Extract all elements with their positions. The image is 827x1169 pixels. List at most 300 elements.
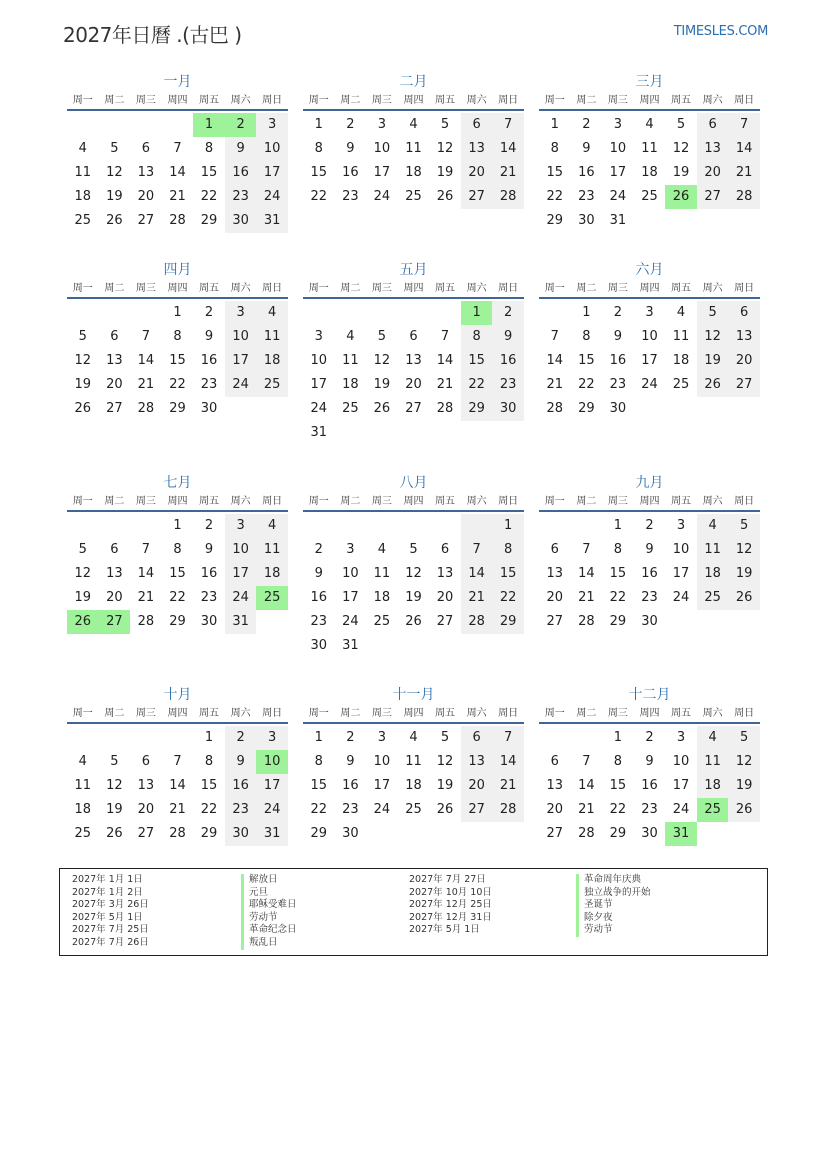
day-cell: 2 [204,518,214,533]
day-cell: 11 [342,353,359,368]
empty-cell [728,209,760,233]
weekday-label: 周六 [466,496,487,507]
day-cell: 3 [314,329,323,344]
day-cell: 31 [256,822,288,846]
month-block [539,685,760,846]
day-cell: 18 [697,562,729,586]
day-grid [303,514,524,658]
weekday-label: 周四 [403,283,424,294]
day-cell: 30 [641,614,658,629]
day-cell: 12 [106,778,123,793]
day-cell: 12 [697,325,729,349]
day-cell: 16 [200,566,218,581]
day-cell: 3 [225,301,257,325]
day-cell: 13 [546,566,564,581]
empty-cell [461,634,493,658]
empty-cell [728,610,760,634]
day-cell: 24 [373,189,391,204]
day-cell: 18 [342,377,359,392]
day-cell: 4 [409,730,418,745]
day-cell: 10 [609,141,627,156]
day-cell: 31 [225,610,257,634]
day-cell: 8 [492,538,524,562]
day-cell: 29 [200,213,218,228]
day-cell: 15 [200,778,218,793]
day-cell: 4 [78,754,87,769]
day-cell: 18 [697,774,729,798]
day-cell: 12 [74,353,92,368]
day-cell: 28 [578,614,595,629]
day-cell: 17 [373,778,391,793]
day-cell: 2 [645,518,654,533]
holiday-day: 26 [67,610,99,634]
day-cell: 16 [200,353,218,368]
weekday-label: 周六 [230,496,251,507]
holiday-day: 27 [99,610,131,634]
day-cell: 3 [645,305,654,320]
empty-cell [398,301,430,325]
holiday-day: 31 [665,822,697,846]
day-cell: 23 [225,185,257,209]
weekday-label: 周日 [262,95,283,106]
empty-cell [366,822,398,846]
day-cell: 2 [613,305,623,320]
day-cell: 21 [728,161,760,185]
empty-cell [398,514,430,538]
day-cell: 18 [74,189,92,204]
day-cell: 26 [373,401,391,416]
day-cell: 19 [697,349,729,373]
day-cell: 19 [728,562,760,586]
month-name: 七月 [163,475,192,491]
weekday-label: 周五 [435,496,456,507]
day-cell: 21 [492,774,524,798]
day-cell: 3 [613,117,623,132]
day-cell: 16 [578,165,595,180]
day-cell: 27 [728,373,760,397]
day-cell: 22 [609,590,627,605]
day-cell: 13 [106,566,123,581]
empty-cell [634,397,666,421]
day-cell: 28 [137,614,155,629]
day-cell: 17 [641,353,658,368]
day-cell: 7 [173,141,182,156]
day-cell: 24 [672,802,690,817]
legend-date: 2027年 5月 1日 [72,911,143,923]
holiday-day: 25 [256,586,288,610]
day-cell: 7 [141,329,151,344]
day-cell: 7 [582,754,591,769]
day-cell: 8 [173,542,182,557]
day-cell: 5 [697,301,729,325]
site-logo-text[interactable]: TIMESLES.COM [673,24,768,39]
day-cell: 2 [225,726,257,750]
weekday-label: 周一 [72,708,93,719]
day-cell: 17 [672,566,690,581]
day-cell: 19 [436,165,454,180]
empty-cell [429,301,461,325]
day-cell: 14 [728,137,760,161]
day-cell: 15 [310,165,328,180]
day-cell: 20 [546,802,564,817]
day-cell: 29 [169,614,186,629]
day-cell: 27 [137,826,155,841]
weekday-label: 周四 [167,283,188,294]
day-cell: 2 [346,730,355,745]
empty-cell [539,301,571,325]
weekday-label: 周三 [607,708,628,719]
day-cell: 23 [641,590,658,605]
weekday-label: 周四 [167,95,188,106]
empty-cell [697,610,729,634]
empty-cell [303,514,335,538]
day-cell: 10 [672,542,690,557]
day-cell: 30 [609,401,627,416]
day-cell: 17 [225,562,257,586]
day-cell: 2 [582,117,591,132]
empty-cell [697,822,729,846]
weekday-label: 周六 [702,496,723,507]
weekday-label: 周四 [403,496,424,507]
day-cell: 14 [461,562,493,586]
day-cell: 7 [440,329,450,344]
day-cell: 16 [342,778,359,793]
weekday-label: 周六 [702,95,723,106]
day-cell: 6 [697,113,729,137]
day-cell: 20 [436,590,454,605]
weekday-label: 周一 [72,95,93,106]
month-block [303,473,524,658]
day-cell: 23 [641,802,658,817]
day-cell: 5 [409,542,418,557]
empty-cell [366,514,398,538]
day-cell: 28 [169,213,186,228]
day-cell: 22 [169,590,186,605]
legend-date: 2027年 1月 1日 [72,874,143,885]
day-grid [67,113,288,233]
weekday-label: 周二 [576,708,597,719]
empty-cell [429,514,461,538]
day-cell: 14 [492,750,524,774]
day-cell: 29 [169,401,186,416]
day-grid [539,726,760,846]
weekday-label: 周二 [576,283,597,294]
weekday-label: 周五 [199,283,220,294]
day-cell: 27 [405,401,422,416]
day-cell: 1 [173,305,182,320]
day-cell: 18 [256,349,288,373]
empty-cell [366,301,398,325]
day-cell: 2 [346,117,355,132]
legend-date: 2027年 5月 1日 [409,924,480,936]
day-cell: 10 [373,754,391,769]
holiday-legend [59,868,768,956]
day-cell: 24 [609,189,627,204]
empty-cell [256,397,288,421]
weekday-label: 周三 [607,496,628,507]
weekday-label: 周六 [230,708,251,719]
day-cell: 20 [106,590,123,605]
weekday-label: 周一 [308,708,329,719]
day-cell: 23 [310,614,328,629]
day-cell: 11 [74,165,92,180]
empty-cell [697,209,729,233]
month-block [67,260,288,421]
day-cell: 14 [492,137,524,161]
legend-dates-col-2 [409,874,492,937]
weekday-label: 周二 [340,496,361,507]
day-cell: 29 [310,826,328,841]
weekday-label: 周三 [371,95,392,106]
day-cell: 8 [314,141,323,156]
day-cell: 30 [225,209,257,233]
day-cell: 27 [137,213,155,228]
weekday-header [539,493,760,512]
day-cell: 21 [578,590,595,605]
day-cell: 18 [373,590,391,605]
day-cell: 1 [314,730,323,745]
day-cell: 4 [377,542,387,557]
month-name: 四月 [163,262,192,278]
day-cell: 4 [697,726,729,750]
day-cell: 18 [74,802,92,817]
day-cell: 20 [405,377,422,392]
day-cell: 28 [169,826,186,841]
day-cell: 27 [461,798,493,822]
day-cell: 27 [106,401,123,416]
legend-holiday-name: 叛乱日 [241,937,297,950]
day-cell: 5 [78,329,87,344]
day-cell: 22 [200,802,218,817]
day-cell: 12 [74,566,92,581]
day-cell: 22 [546,189,564,204]
day-cell: 9 [225,750,257,774]
legend-date: 2027年 12月 25日 [409,899,492,911]
day-cell: 29 [492,610,524,634]
day-cell: 4 [697,514,729,538]
day-cell: 23 [609,377,627,392]
empty-cell [728,822,760,846]
day-cell: 20 [137,189,155,204]
day-cell: 23 [492,373,524,397]
day-cell: 19 [672,165,690,180]
day-cell: 6 [461,726,493,750]
day-cell: 6 [728,301,760,325]
weekday-label: 周三 [135,496,156,507]
day-cell: 1 [582,305,591,320]
empty-cell [130,514,162,538]
day-cell: 6 [550,542,559,557]
day-cell: 20 [697,161,729,185]
day-cell: 23 [200,377,218,392]
day-cell: 15 [578,353,595,368]
empty-cell [398,822,430,846]
day-cell: 14 [169,165,186,180]
weekday-header [303,280,524,299]
empty-cell [130,113,162,137]
day-cell: 29 [200,826,218,841]
empty-cell [162,726,194,750]
month-block [67,72,288,233]
day-cell: 8 [173,329,182,344]
day-cell: 16 [492,349,524,373]
weekday-label: 周五 [435,95,456,106]
day-cell: 15 [310,778,328,793]
day-cell: 24 [225,586,257,610]
day-cell: 19 [74,377,92,392]
day-cell: 22 [609,802,627,817]
day-cell: 13 [436,566,454,581]
weekday-label: 周五 [199,95,220,106]
day-cell: 7 [728,113,760,137]
weekday-label: 周六 [230,283,251,294]
day-cell: 4 [256,514,288,538]
day-cell: 19 [436,778,454,793]
day-cell: 3 [676,518,686,533]
weekday-label: 周二 [340,95,361,106]
day-cell: 10 [225,325,257,349]
empty-cell [335,301,367,325]
legend-date: 2027年 10月 10日 [409,886,492,898]
day-cell: 31 [609,213,627,228]
day-cell: 11 [74,778,92,793]
weekday-label: 周日 [262,283,283,294]
weekday-label: 周三 [371,708,392,719]
day-cell: 24 [310,401,328,416]
day-cell: 19 [106,189,123,204]
weekday-label: 周日 [262,708,283,719]
day-cell: 7 [582,542,591,557]
day-cell: 15 [492,562,524,586]
weekday-label: 周日 [734,708,755,719]
day-cell: 28 [137,401,155,416]
weekday-label: 周一 [544,283,565,294]
day-cell: 30 [200,401,218,416]
empty-cell [335,421,367,445]
weekday-label: 周三 [607,283,628,294]
weekday-header [67,280,288,299]
day-cell: 22 [310,189,328,204]
legend-date: 2027年 12月 31日 [409,911,492,923]
day-grid [303,726,524,846]
month-name: 二月 [399,74,428,90]
day-cell: 26 [106,826,123,841]
day-cell: 15 [461,349,493,373]
legend-date: 2027年 1月 2日 [72,886,143,898]
weekday-label: 周六 [466,95,487,106]
month-name: 八月 [399,475,428,491]
day-cell: 25 [373,614,391,629]
day-cell: 12 [106,165,123,180]
empty-cell [130,301,162,325]
day-cell: 5 [440,117,450,132]
day-cell: 11 [373,566,391,581]
empty-cell [634,209,666,233]
day-cell: 25 [74,213,92,228]
empty-cell [461,822,493,846]
day-cell: 17 [225,349,257,373]
day-cell: 17 [310,377,328,392]
day-cell: 26 [436,189,454,204]
empty-cell [99,726,131,750]
day-cell: 29 [609,826,627,841]
day-cell: 7 [550,329,559,344]
empty-cell [697,397,729,421]
day-cell: 11 [697,538,729,562]
empty-cell [67,301,99,325]
holiday-day: 2 [225,113,257,137]
day-cell: 19 [74,590,92,605]
legend-date: 2027年 7月 25日 [72,924,149,936]
day-cell: 28 [436,401,454,416]
weekday-label: 周四 [639,708,660,719]
day-cell: 4 [409,117,418,132]
weekday-label: 周一 [544,708,565,719]
day-cell: 19 [106,802,123,817]
weekday-label: 周一 [544,496,565,507]
weekday-label: 周二 [104,283,125,294]
day-cell: 11 [697,750,729,774]
day-cell: 16 [342,165,359,180]
day-cell: 5 [728,514,760,538]
weekday-label: 周四 [167,496,188,507]
day-cell: 23 [342,802,359,817]
day-cell: 30 [200,614,218,629]
weekday-label: 周四 [639,283,660,294]
day-cell: 8 [550,141,559,156]
weekday-label: 周四 [403,708,424,719]
weekday-label: 周四 [403,95,424,106]
empty-cell [225,397,257,421]
day-cell: 9 [645,542,654,557]
day-cell: 23 [225,798,257,822]
day-cell: 15 [169,566,186,581]
day-cell: 20 [546,590,564,605]
day-cell: 13 [106,353,123,368]
day-cell: 23 [200,590,218,605]
day-grid [303,113,524,209]
day-cell: 18 [405,778,422,793]
day-cell: 1 [173,518,182,533]
day-cell: 24 [256,185,288,209]
day-cell: 8 [204,754,214,769]
day-cell: 3 [377,117,387,132]
weekday-header [303,493,524,512]
day-cell: 28 [546,401,564,416]
day-cell: 26 [728,586,760,610]
day-cell: 21 [546,377,564,392]
holiday-day: 10 [256,750,288,774]
day-cell: 6 [409,329,418,344]
day-cell: 6 [110,542,119,557]
weekday-label: 周日 [498,283,519,294]
legend-holiday-name: 革命周年庆典 [576,874,651,887]
day-cell: 13 [546,778,564,793]
day-cell: 24 [641,377,658,392]
day-cell: 3 [256,113,288,137]
day-cell: 7 [173,754,182,769]
month-name: 十二月 [628,687,671,703]
day-cell: 16 [225,774,257,798]
day-grid [67,514,288,634]
day-cell: 10 [225,538,257,562]
day-grid [303,301,524,445]
day-cell: 7 [141,542,151,557]
day-cell: 21 [578,802,595,817]
day-cell: 31 [256,209,288,233]
day-cell: 31 [342,638,359,653]
month-name: 六月 [635,262,664,278]
